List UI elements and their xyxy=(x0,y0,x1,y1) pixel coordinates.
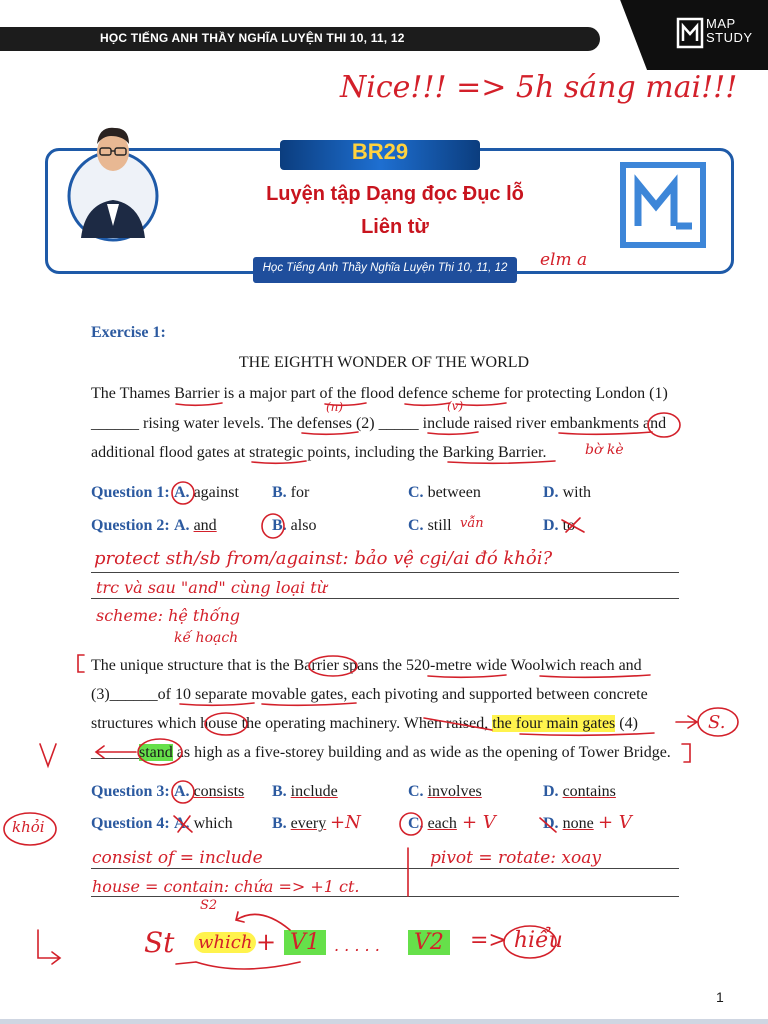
bottom-bar xyxy=(0,1019,768,1024)
ul-barrier xyxy=(176,403,222,405)
q2-d-text: to xyxy=(562,517,576,534)
q3-c-letter: C. xyxy=(408,783,424,800)
q4-a-text: which xyxy=(193,815,233,832)
formula-dots: . . . . . xyxy=(334,936,380,955)
m-logo-icon xyxy=(620,162,706,248)
q2-b-text: also xyxy=(290,517,317,534)
logo-text xyxy=(706,17,753,45)
note-house: house = contain: chứa => +1 ct. xyxy=(92,877,360,896)
q2-b-letter: B. xyxy=(272,517,287,534)
stand-highlight: stand xyxy=(139,744,173,761)
q4-option-b[interactable] xyxy=(272,815,326,833)
arrow-hook xyxy=(38,930,60,964)
formula-which: which xyxy=(194,932,256,953)
q1-label: Question 1: xyxy=(91,484,170,501)
mark-s: S. xyxy=(708,712,726,733)
q1-c-letter: C. xyxy=(408,484,424,501)
bracket-right xyxy=(682,744,690,762)
q1-option-d[interactable] xyxy=(543,484,591,502)
q2-c-letter: C. xyxy=(408,517,424,534)
lesson-title-line2: Liên từ xyxy=(361,216,429,238)
rule-3 xyxy=(91,868,679,869)
q4-b-text: every xyxy=(290,815,327,832)
q1-b-text: for xyxy=(290,484,310,501)
top-banner xyxy=(0,0,768,70)
p1-line1: The Thames Barrier is a major part of the flood defence scheme for protecting London (1) xyxy=(91,385,668,402)
q4-option-c[interactable] xyxy=(408,815,457,833)
ul-woolwich xyxy=(540,675,650,677)
rule-4 xyxy=(91,896,679,897)
q3-b-text: include xyxy=(290,783,338,800)
logo-line2: STUDY xyxy=(706,30,753,45)
p2-line3 xyxy=(91,715,638,733)
q4-d-text: none xyxy=(562,815,594,832)
note-nice: Nice!!! => 5h sáng mai!!! xyxy=(340,70,738,105)
note-be-ke: bờ kè xyxy=(585,442,624,458)
q1-option-a[interactable] xyxy=(174,484,239,502)
p2-line3-highlight: the four main gates xyxy=(492,715,616,732)
q2-label: Question 2: xyxy=(91,517,170,534)
ul-520 xyxy=(428,675,506,677)
q1-a-text: against xyxy=(193,484,239,501)
q4-c-text: each xyxy=(427,815,457,832)
formula-st: St xyxy=(144,926,175,959)
ul-scheme xyxy=(456,403,506,405)
note-khoi: khỏi xyxy=(12,818,45,836)
mark-n: (n) xyxy=(326,400,344,414)
q3-option-a[interactable] xyxy=(174,783,244,801)
q4-option-d[interactable] xyxy=(543,815,594,833)
q3-label: Question 3: xyxy=(91,783,170,800)
teacher-avatar xyxy=(65,108,161,256)
exercise-label: Exercise 1: xyxy=(91,324,166,341)
q1-c-text: between xyxy=(427,484,481,501)
arrow-to-s xyxy=(676,716,697,728)
q1-a-letter: A. xyxy=(174,484,190,501)
q4-c-letter: C. xyxy=(408,815,424,832)
formula-v2: V2 xyxy=(408,930,450,955)
q3-option-d[interactable] xyxy=(543,783,616,801)
mark-s2: S2 xyxy=(200,898,218,913)
formula-v1: V1 xyxy=(284,930,326,955)
formula-hieu: => hiểu xyxy=(470,928,563,953)
q1-d-letter: D. xyxy=(543,484,559,501)
p2-line2: (3)______of 10 separate movable gates, each pivoting and supported between concrete xyxy=(91,686,648,703)
p2-line4 xyxy=(91,744,671,762)
banner-title: HỌC TIẾNG ANH THẦY NGHĨA LUYỆN THI 10, 11, 12 xyxy=(100,31,405,45)
rule-2 xyxy=(91,598,679,599)
q2-a-text: and xyxy=(193,517,217,534)
passage-title: THE EIGHTH WONDER OF THE WORLD xyxy=(238,354,530,371)
mark-plus-v1: + V xyxy=(462,812,496,833)
q3-a-letter: A. xyxy=(174,783,190,800)
p1-line2: ______ rising water levels. The defenses (2) _____ include raised river embankments and xyxy=(91,415,667,432)
formula-plus: + xyxy=(256,928,277,956)
q4-option-a[interactable] xyxy=(174,815,233,833)
q4-d-letter: D. xyxy=(543,815,559,832)
q3-option-b[interactable] xyxy=(272,783,338,801)
rule-1 xyxy=(91,572,679,573)
bracket-left xyxy=(78,655,84,672)
q3-d-letter: D. xyxy=(543,783,559,800)
q3-b-letter: B. xyxy=(272,783,287,800)
note-scheme: scheme: hệ thống xyxy=(96,606,240,625)
q4-a-letter: A. xyxy=(174,815,190,832)
v-mark xyxy=(40,744,56,766)
mark-v: (v) xyxy=(447,399,464,413)
q3-d-text: contains xyxy=(562,783,616,800)
q2-c-text: still xyxy=(427,517,452,534)
note-elma: elm a xyxy=(540,250,588,270)
arrow-under xyxy=(176,962,300,969)
lesson-code: BR29 xyxy=(351,139,409,164)
p1-line3: additional flood gates at strategic points, including the Barking Barrier. xyxy=(91,444,547,461)
q1-option-b[interactable] xyxy=(272,484,309,502)
q2-option-a[interactable] xyxy=(174,517,217,535)
blank-4: ______ xyxy=(91,744,139,761)
note-and: trc và sau "and" cùng loại từ xyxy=(96,578,327,597)
q2-option-b[interactable] xyxy=(272,517,316,535)
q2-option-d[interactable] xyxy=(543,517,575,535)
q2-d-letter: D. xyxy=(543,517,559,534)
q3-a-text: consists xyxy=(193,783,245,800)
p2-line4-rest: as high as a five-storey building and as wide as the opening of Tower Bridge. xyxy=(172,744,671,761)
q1-option-c[interactable] xyxy=(408,484,481,502)
q4-label: Question 4: xyxy=(91,815,170,832)
ul-defence xyxy=(405,403,450,405)
note-protect: protect sth/sb from/against: bảo vệ cgi/ai đó khỏi? xyxy=(94,548,553,569)
page-number: 1 xyxy=(716,989,724,1005)
mark-plus-v2: + V xyxy=(598,812,632,833)
q2-a-letter: A. xyxy=(174,517,190,534)
q1-b-letter: B. xyxy=(272,484,287,501)
logo-line1: MAP xyxy=(706,16,736,31)
note-pivot: pivot = rotate: xoay xyxy=(430,848,601,868)
mark-plus-n: +N xyxy=(330,812,361,833)
note-consist: consist of = include xyxy=(92,848,263,868)
p2-line1: The unique structure that is the Barrier spans the 520-metre wide Woolwich reach and xyxy=(91,657,642,674)
note-van: vẫn xyxy=(460,516,484,531)
q3-c-text: involves xyxy=(427,783,482,800)
q3-option-c[interactable] xyxy=(408,783,482,801)
p2-line3-a: structures which house the operating machinery. When raised, xyxy=(91,715,493,732)
q1-d-text: with xyxy=(562,484,592,501)
note-kehoach: kế hoạch xyxy=(174,630,239,646)
lesson-title-line1: Luyện tập Dạng đọc Đục lỗ xyxy=(266,183,524,205)
ul-four-main-gates xyxy=(520,733,654,735)
p2-line3-b: (4) xyxy=(615,715,638,732)
q4-b-letter: B. xyxy=(272,815,287,832)
q2-option-c[interactable] xyxy=(408,517,452,535)
lesson-subtitle: Học Tiếng Anh Thầy Nghĩa Luyện Thi 10, 11, 12 xyxy=(262,262,508,274)
